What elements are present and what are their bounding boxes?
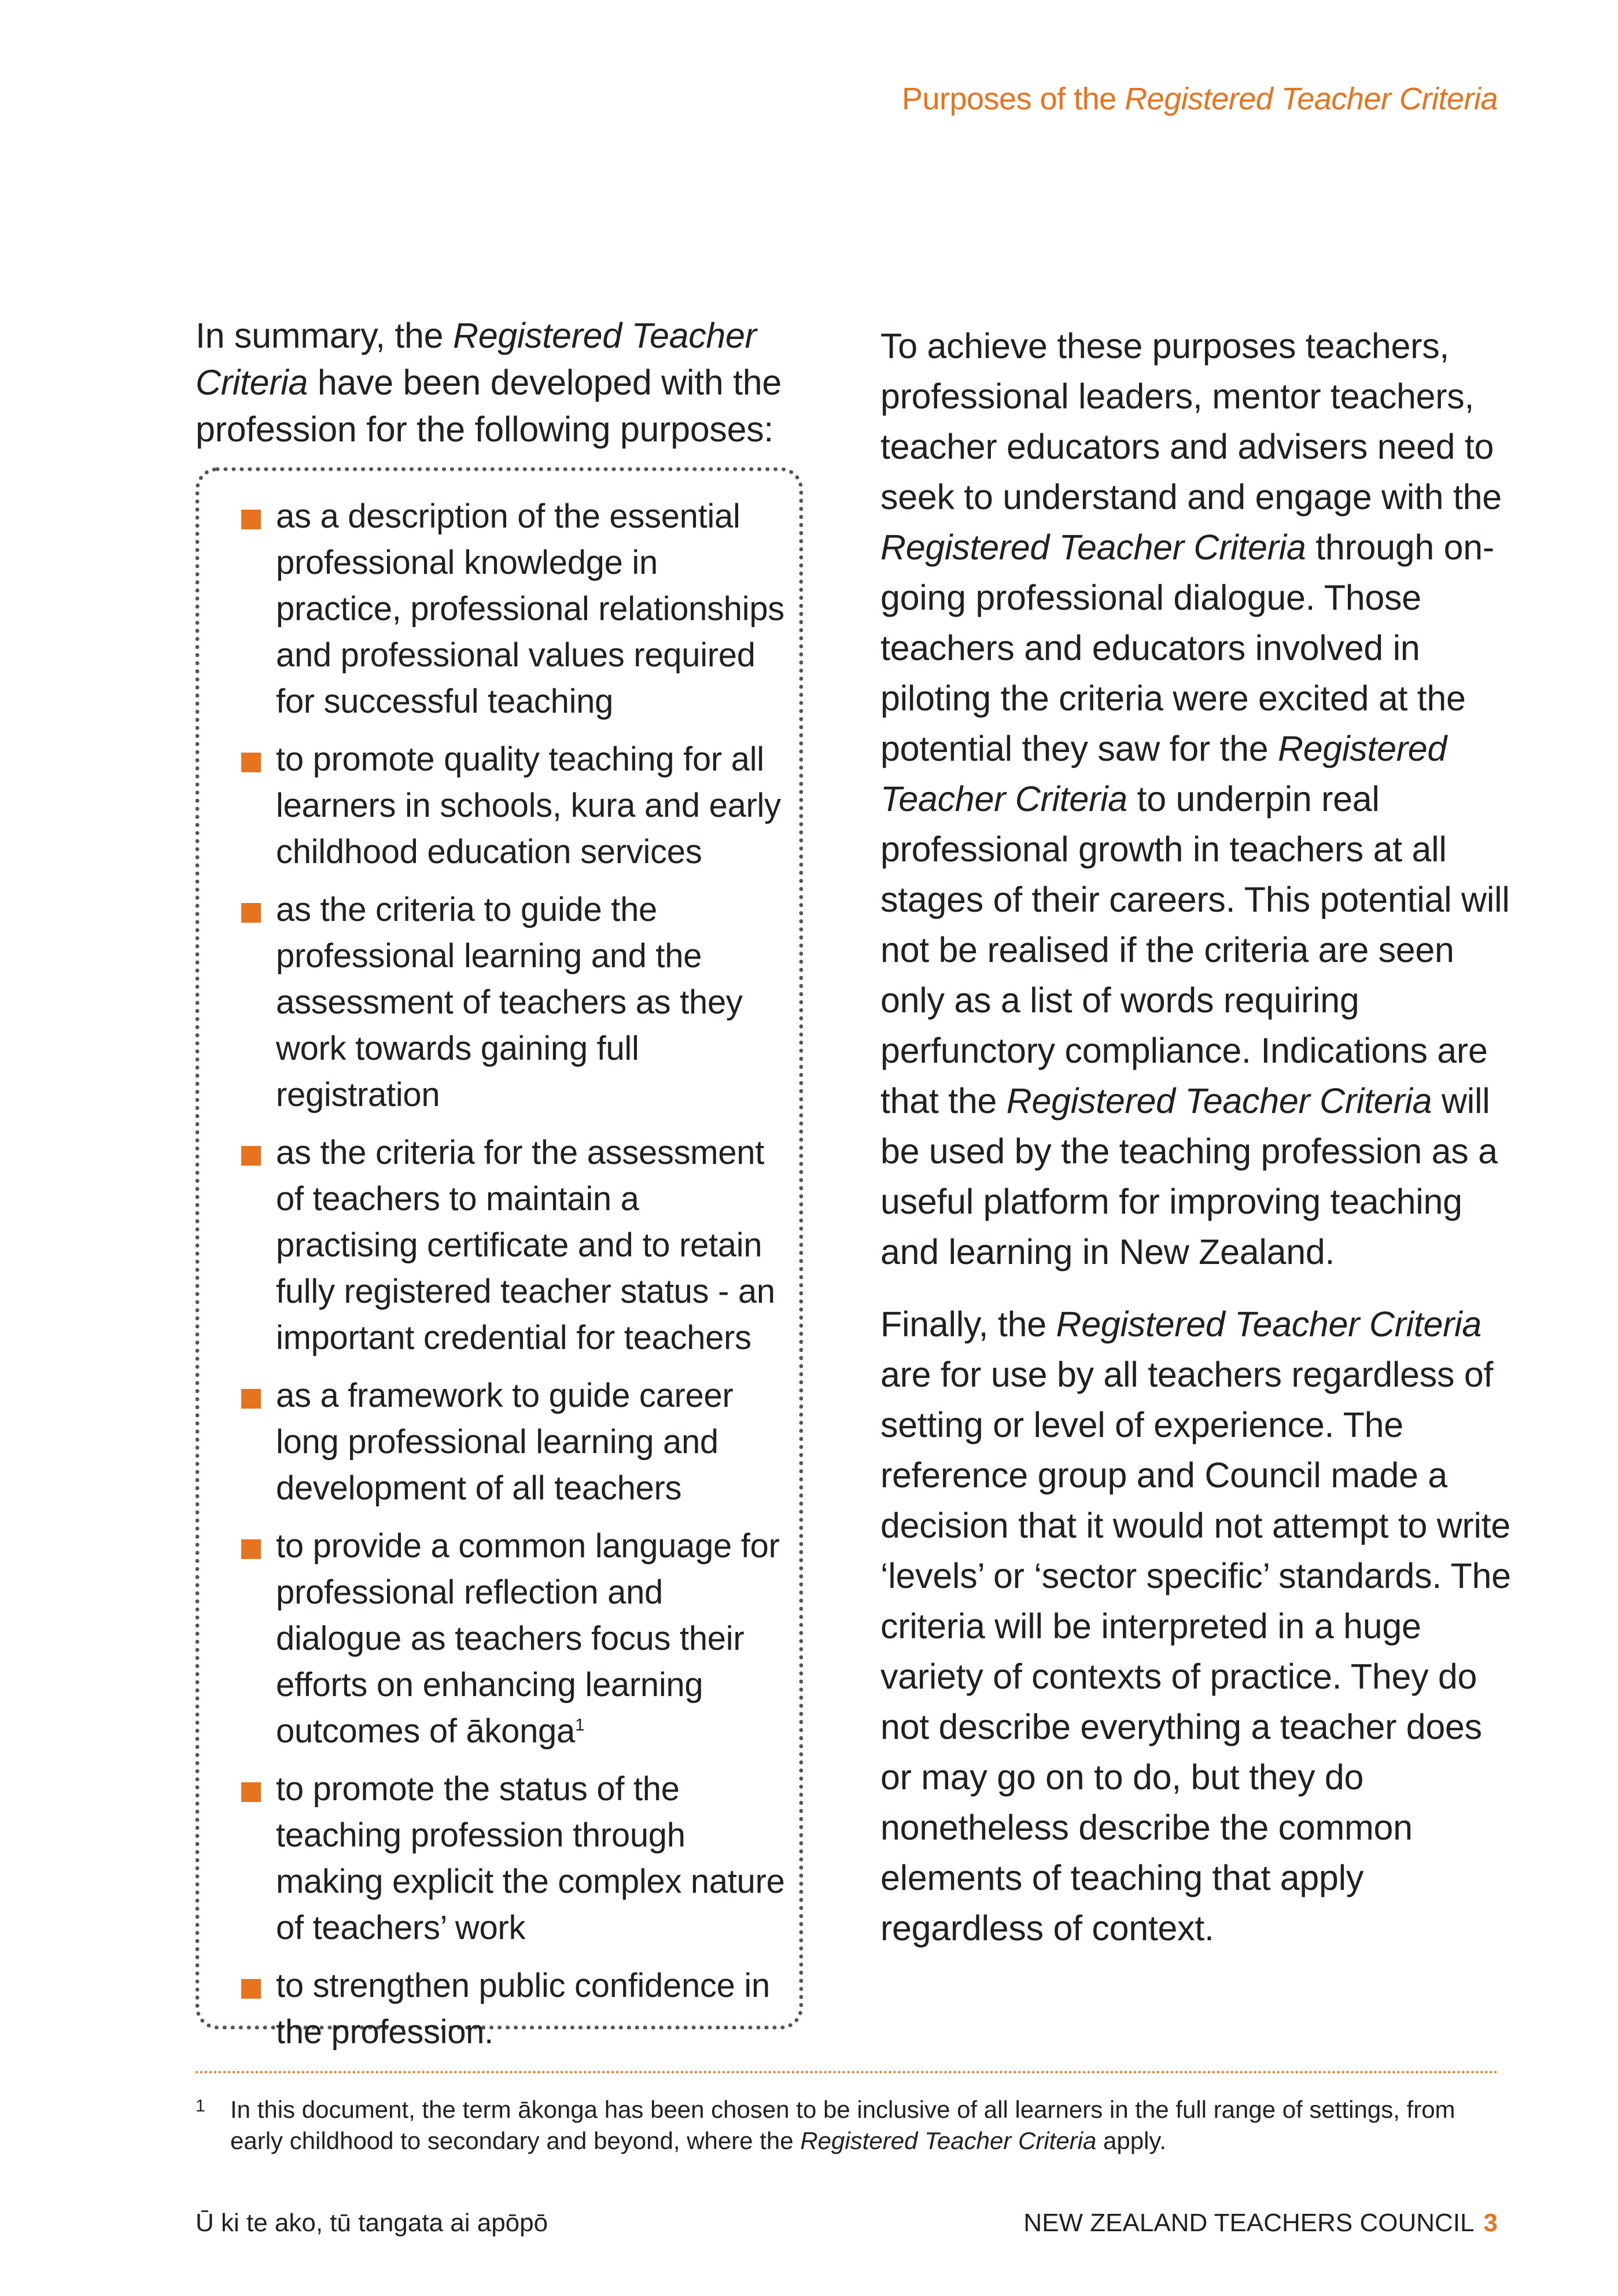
left-column [196, 312, 809, 453]
purpose-item [200, 736, 799, 875]
intro-italic-title: Registered Teacher Criteria [196, 316, 757, 402]
purpose-text: to strengthen public confidence in the profession. [276, 1967, 770, 2051]
purpose-text: to promote quality teaching for all learners in schools, kura and early childhood education services [276, 740, 781, 871]
paragraph-finally [880, 1299, 1511, 1954]
purpose-text: as a framework to guide career long professional learning and development of all teachers [276, 1377, 734, 1507]
square-bullet-icon [241, 903, 261, 923]
intro-text-2: have been developed with the profession for the following purposes: [196, 363, 782, 449]
italic-title: Registered Teacher Criteria [800, 2127, 1097, 2154]
purpose-text: to provide a common language for professional reflection and dialogue as teachers focus their efforts on enhancing learning outcomes of ākonga [276, 1527, 780, 1750]
running-header-prefix: Purposes of the [901, 82, 1125, 116]
square-bullet-icon [241, 1782, 261, 1802]
text: are for use by all teachers regardless of setting or level of experience. The reference group and Council made a decision that it would not attempt to write ‘levels’ or ‘sector specific’ standards. The criteria will be interpreted in a huge variety of contexts of practice. They do not describe everything a teacher does or may go on to do, but they do nonetheless describe the common elements of teaching that apply regardless of context. [880, 1355, 1511, 1948]
organisation-name: NEW ZEALAND TEACHERS COUNCIL [1023, 2209, 1475, 2237]
intro-text-1: In summary, the [196, 316, 453, 355]
running-header-italic: Registered Teacher Criteria [1125, 82, 1498, 116]
text: apply. [1096, 2127, 1166, 2154]
purpose-text: as a description of the essential professional knowledge in practice, professional relationships and professional values required for successful teaching [276, 497, 784, 720]
text: will be used by the teaching profession as a useful platform for improving teaching and learning in New Zealand. [880, 1081, 1498, 1272]
square-bullet-icon [241, 1979, 261, 1999]
purpose-text: as the criteria for the assessment of teachers to maintain a practising certificate and to retain fully registered teacher status - an important credential for teachers [276, 1134, 775, 1357]
purposes-box [196, 467, 803, 2051]
footnote-text [230, 2094, 1498, 2157]
footnote-mark: 1 [196, 2096, 205, 2116]
square-bullet-icon [241, 510, 261, 529]
purpose-item [200, 887, 799, 1118]
purpose-item [200, 1523, 799, 1755]
purpose-item [200, 1130, 799, 1361]
footnote-reference: 1 [574, 1715, 585, 1735]
square-bullet-icon [241, 1539, 261, 1559]
italic-title: Registered Teacher Criteria [880, 528, 1306, 567]
footer-motto: Ū ki te ako, tū tangata ai apōpō [196, 2209, 548, 2237]
text: To achieve these purposes teachers, professional leaders, mentor teachers, teacher educators and advisers need to seek to understand and engage with the [880, 326, 1502, 517]
text: In this document, the term ākonga has been chosen to be inclusive of all learners in the full range of settings, from early childhood to secondary and beyond, where the [230, 2096, 1455, 2154]
purpose-item [200, 1373, 799, 1512]
text: to underpin real professional growth in teachers at all stages of their careers. This potential will not be realised if the criteria are seen only as a list of words requiring perfunctory compliance. Indications are that the [880, 779, 1510, 1121]
purpose-text: to promote the status of the teaching profession through making explicit the complex nature of teachers’ work [276, 1770, 785, 1947]
text: through on-going professional dialogue. Those teachers and educators involved in piloting the criteria were excited at the potential they saw for the [880, 528, 1494, 768]
italic-title: Registered Teacher Criteria [880, 729, 1447, 819]
paragraph-achieve [880, 321, 1511, 1277]
footnote [196, 2094, 1498, 2157]
purpose-item [200, 493, 799, 725]
running-header [902, 81, 1498, 117]
purposes-list [200, 471, 799, 2055]
purpose-text: as the criteria to guide the professional learning and the assessment of teachers as they work towards gaining full registration [276, 891, 743, 1114]
summary-intro [196, 312, 809, 453]
square-bullet-icon [241, 1146, 261, 1166]
purpose-item [200, 1963, 799, 2055]
purpose-item [200, 1766, 799, 1951]
text: Finally, the [880, 1304, 1056, 1344]
square-bullet-icon [241, 753, 261, 772]
right-column [880, 321, 1511, 1976]
footnote-divider [196, 2071, 1498, 2073]
footer-organisation [1023, 2209, 1498, 2238]
italic-title: Registered Teacher Criteria [1056, 1304, 1482, 1344]
page-number: 3 [1483, 2209, 1498, 2237]
italic-title: Registered Teacher Criteria [1006, 1081, 1432, 1121]
square-bullet-icon [241, 1389, 261, 1409]
